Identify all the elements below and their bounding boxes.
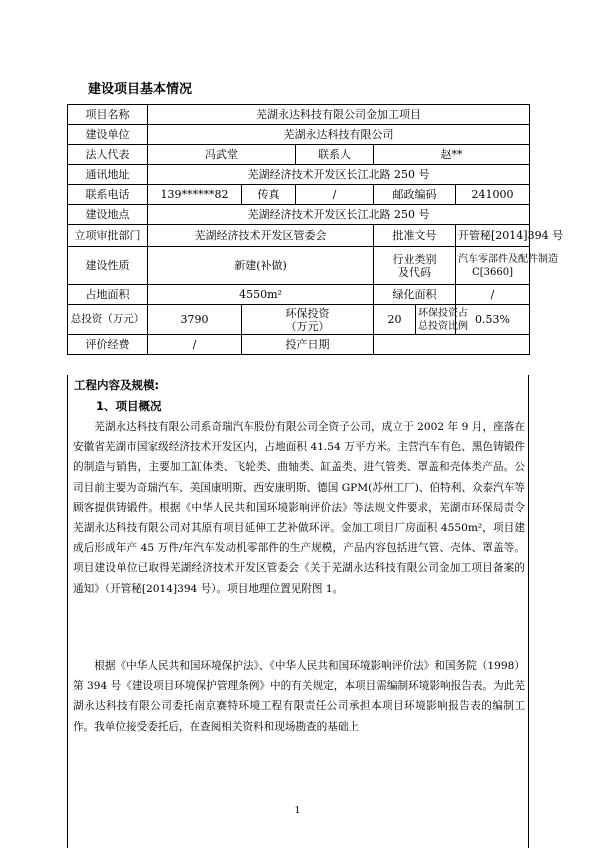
table-row — [68, 165, 530, 185]
eval-fee-value: / — [148, 335, 242, 355]
contact-value: 赵** — [374, 145, 530, 165]
area-value: 4550m² — [148, 285, 374, 305]
project-name-value: 芜湖永达科技有限公司金加工项目 — [148, 105, 530, 125]
phone-label: 联系电话 — [68, 185, 148, 205]
table-row — [68, 305, 530, 335]
address-value: 芜湖经济技术开发区长江北路 250 号 — [148, 165, 530, 185]
table-row — [68, 125, 530, 145]
env-invest-value: 20 — [374, 305, 416, 335]
env-invest-label — [242, 305, 374, 335]
approval-no-value: 开管秘[2014]394 号 — [456, 225, 530, 247]
area-label: 占地面积 — [68, 285, 148, 305]
nature-label: 建设性质 — [68, 247, 148, 285]
basic-info-table — [67, 104, 564, 355]
sub-heading: 1、项目概况 — [96, 399, 162, 413]
nature-value: 新建(补做) — [148, 247, 374, 285]
project-name-label: 项目名称 — [68, 105, 148, 125]
site-label: 建设地点 — [68, 205, 148, 225]
approval-dept-value: 芜湖经济技术开发区管委会 — [148, 225, 374, 247]
fax-label: 传真 — [242, 185, 296, 205]
fax-value: / — [296, 185, 374, 205]
table-row — [68, 225, 530, 247]
document-title: 建设项目基本情况 — [88, 82, 193, 97]
page-number: 1 — [294, 806, 301, 816]
builder-label: 建设单位 — [68, 125, 148, 145]
table-row — [68, 285, 530, 305]
table-row — [68, 247, 530, 285]
green-label: 绿化面积 — [374, 285, 456, 305]
address-label: 通讯地址 — [68, 165, 148, 185]
start-date-value — [374, 335, 530, 355]
builder-value: 芜湖永达科技有限公司 — [148, 125, 530, 145]
industry-label-line1: 行业类别 — [392, 252, 437, 266]
env-ratio-label — [416, 305, 468, 335]
legal-rep-value: 冯武堂 — [148, 145, 296, 165]
env-ratio-value: 0.53% — [456, 305, 530, 335]
table-row — [68, 185, 530, 205]
table-row — [68, 205, 530, 225]
industry-value-line2: C[3660] — [472, 266, 513, 278]
postcode-value: 241000 — [456, 185, 530, 205]
site-value: 芜湖经济技术开发区长江北路 250 号 — [148, 205, 530, 225]
industry-label-line2: 及代码 — [398, 265, 431, 279]
invest-label: 总投资（万元） — [68, 305, 148, 335]
env-invest-label-line1: 环保投资 — [285, 306, 330, 320]
industry-label — [374, 247, 456, 285]
eval-fee-label: 评价经费 — [68, 335, 148, 355]
invest-value: 3790 — [148, 305, 242, 335]
table-row — [68, 145, 530, 165]
green-value: / — [456, 285, 530, 305]
contact-label: 联系人 — [296, 145, 374, 165]
start-date-label: 投产日期 — [242, 335, 374, 355]
paragraph-eia-basis: 根据《中华人民共和国环境保护法》、《中华人民共和国环境影响评价法》和国务院（1998）第 394 号《建设项目环境保护管理条例》中的有关规定，本项目需编制环境影响报告表。为此芜湖永达科技有限公司委托南京赛特环境工程有限责任公司承担本项目环境影响报告表的编制工作。我单位接受委托后，在查阅相关资料和现场勘查的基础上 — [73, 660, 525, 733]
table-row — [68, 105, 530, 125]
env-ratio-label-line1: 环保投资占 — [418, 307, 468, 319]
phone-value: 139******82 — [148, 185, 242, 205]
table-row — [68, 335, 530, 355]
approval-dept-label: 立项审批部门 — [68, 225, 148, 247]
industry-value — [456, 247, 558, 285]
paragraph-project-overview: 芜湖永达科技有限公司系奇瑞汽车股份有限公司全资子公司，成立于 2002 年 9 月，座落在安徽省芜湖市国家级经济技术开发区内，占地面积 41.54 万平方米。主营汽车有色、黑色铸锻件的制造与销售，主要加工缸体类、飞轮类、曲轴类、缸盖类、进气管类、罩盖和壳体类产品。公司目前主要为奇瑞汽车、美国康明斯、西安康明斯、德国 GPM(苏州工厂)、伯特利、众泰汽车等顾客提供铸锻件。根据《中华人民共和国环境影响评价法》等法规文件要求，芜湖市环保局责令芜湖永达科技有限公司对其原有项目延伸工艺补做环评。金加工项目厂房面积 4550m²，项目建成后形成年产 45 万件/年汽车发动机零部件的生产规模，产品内容包括进气管、壳体、罩盖等。项目建设单位已取得芜湖经济技术开发区管委会《关于芜湖永达科技有限公司金加工项目备案的通知》（开管秘[2014]394 号）。项目地理位置见附图 1。 — [73, 421, 525, 595]
legal-rep-label: 法人代表 — [68, 145, 148, 165]
approval-no-label: 批准文号 — [374, 225, 456, 247]
section-heading: 工程内容及规模: — [74, 378, 160, 392]
postcode-label: 邮政编码 — [374, 185, 456, 205]
industry-value-line1: 汽车零部件及配件制造 — [458, 253, 558, 265]
env-invest-label-line2: （万元） — [285, 319, 330, 333]
env-ratio-label-line2: 总投资比例 — [418, 320, 468, 332]
